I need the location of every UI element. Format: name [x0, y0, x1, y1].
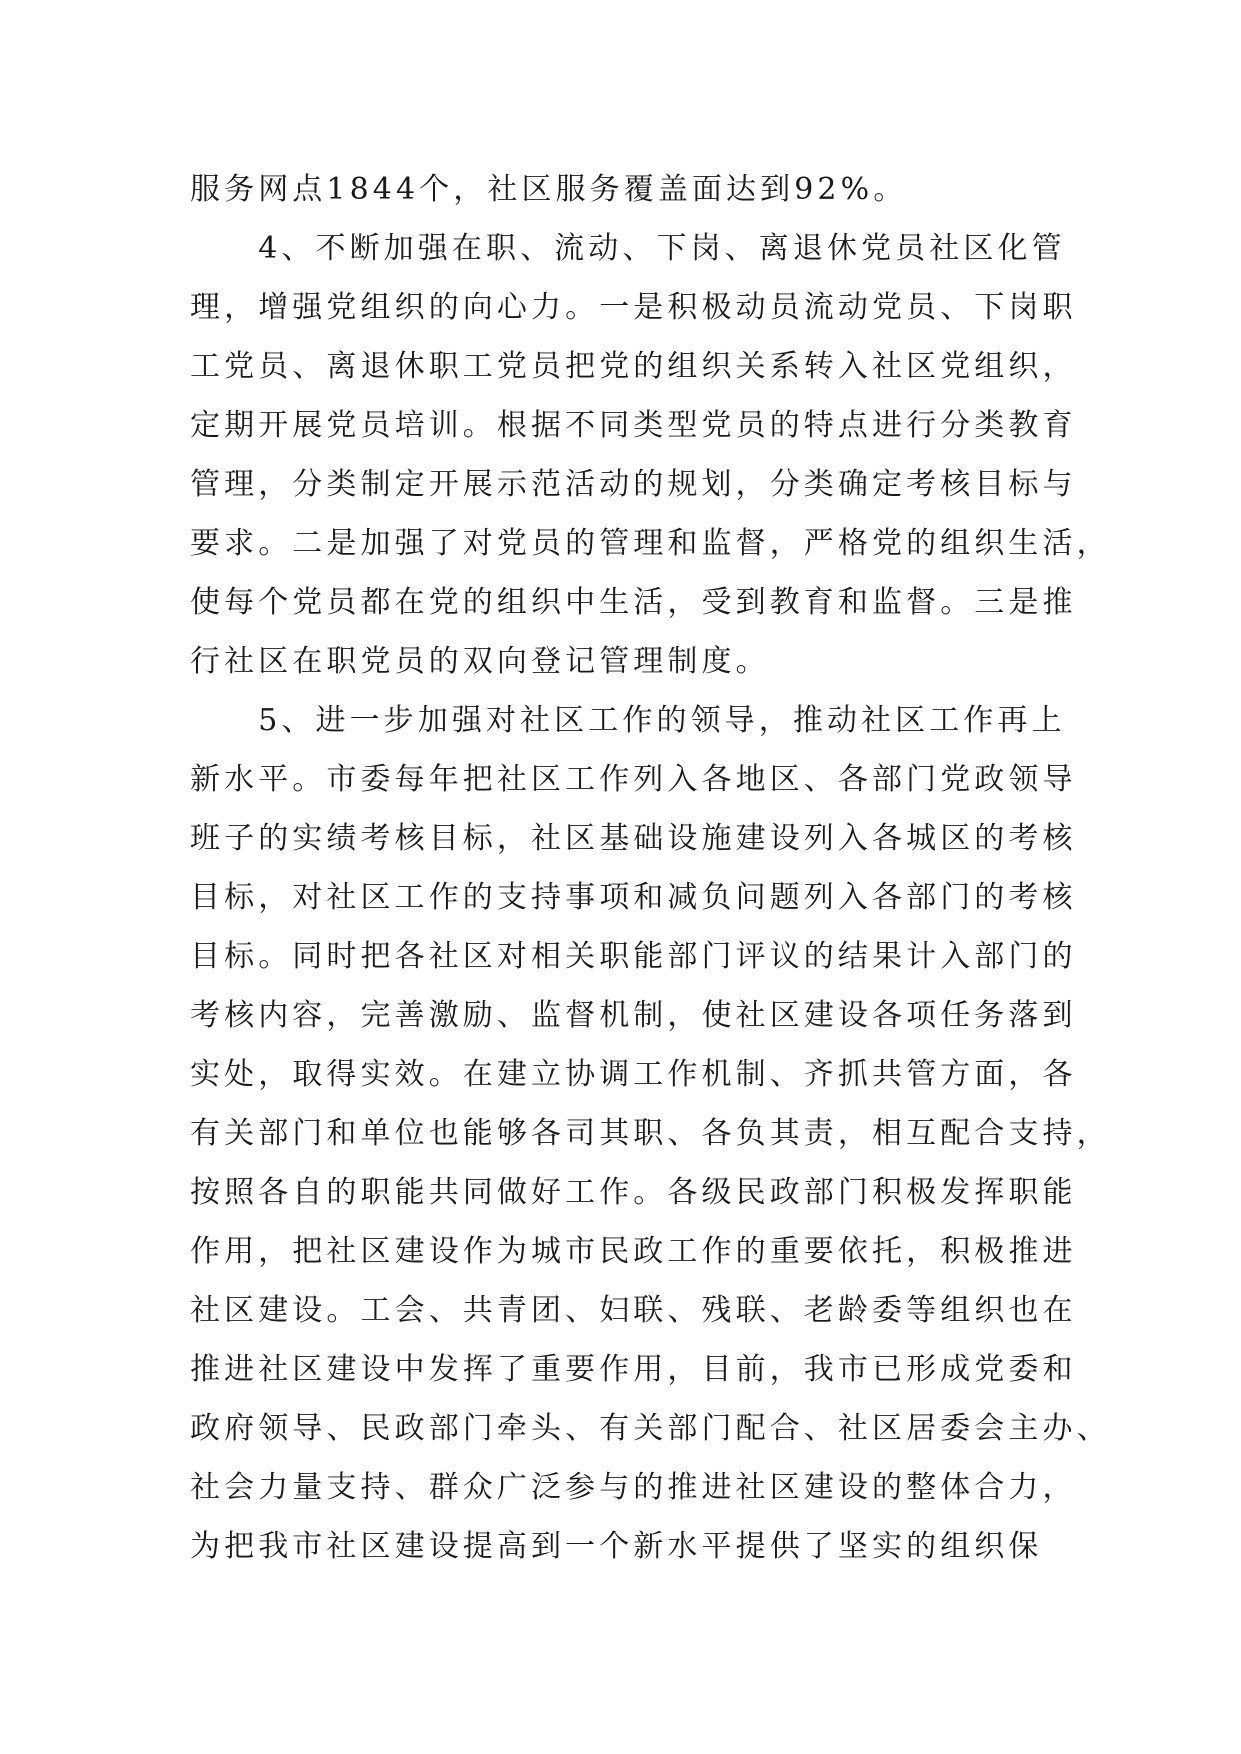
text-line: 为把我市社区建设提高到一个新水平提供了坚实的组织保: [190, 1529, 1043, 1564]
text-line: 理，增强党组织的向心力。一是积极动员流动党员、下岗职: [190, 290, 1077, 325]
text-line: 行社区在职党员的双向登记管理制度。: [190, 644, 770, 679]
text-line: 新水平。市委每年把社区工作列入各地区、各部门党政领导: [190, 762, 1077, 797]
text-line: 有关部门和单位也能够各司其职、各负其责，相互配合支持，: [190, 1116, 1111, 1151]
text-line: 管理，分类制定开展示范活动的规划，分类确定考核目标与: [190, 467, 1077, 502]
body-text: [190, 160, 1111, 1576]
text-line: 目标，对社区工作的支持事项和减负问题列入各部门的考核: [190, 880, 1077, 915]
text-line: 班子的实绩考核目标，社区基础设施建设列入各城区的考核: [190, 821, 1077, 856]
text-line: 使每个党员都在党的组织中生活，受到教育和监督。三是推: [190, 585, 1077, 620]
text-line: 工党员、离退休职工党员把党的组织关系转入社区党组织，: [190, 349, 1077, 384]
text-line: 要求。二是加强了对党员的管理和监督，严格党的组织生活，: [190, 526, 1111, 561]
text-line: 政府领导、民政部门牵头、有关部门配合、社区居委会主办、: [190, 1411, 1111, 1446]
text-line: 目标。同时把各社区对相关职能部门评议的结果计入部门的: [190, 939, 1077, 974]
text-line: 4、不断加强在职、流动、下岗、离退休党员社区化管: [190, 231, 1066, 266]
text-line: 社会力量支持、群众广泛参与的推进社区建设的整体合力，: [190, 1470, 1077, 1505]
text-line: 推进社区建设中发挥了重要作用，目前，我市已形成党委和: [190, 1352, 1077, 1387]
text-line: 定期开展党员培训。根据不同类型党员的特点进行分类教育: [190, 408, 1077, 443]
text-line: 社区建设。工会、共青团、妇联、残联、老龄委等组织也在: [190, 1293, 1077, 1328]
text-line: 作用，把社区建设作为城市民政工作的重要依托，积极推进: [190, 1234, 1077, 1269]
text-line: 按照各自的职能共同做好工作。各级民政部门积极发挥职能: [190, 1175, 1077, 1210]
text-line: 服务网点1844个，社区服务覆盖面达到92%。: [190, 172, 908, 207]
text-line: 考核内容，完善激励、监督机制，使社区建设各项任务落到: [190, 998, 1077, 1033]
text-line: 5、进一步加强对社区工作的领导，推动社区工作再上: [190, 703, 1066, 738]
text-line: 实处，取得实效。在建立协调工作机制、齐抓共管方面，各: [190, 1057, 1077, 1092]
